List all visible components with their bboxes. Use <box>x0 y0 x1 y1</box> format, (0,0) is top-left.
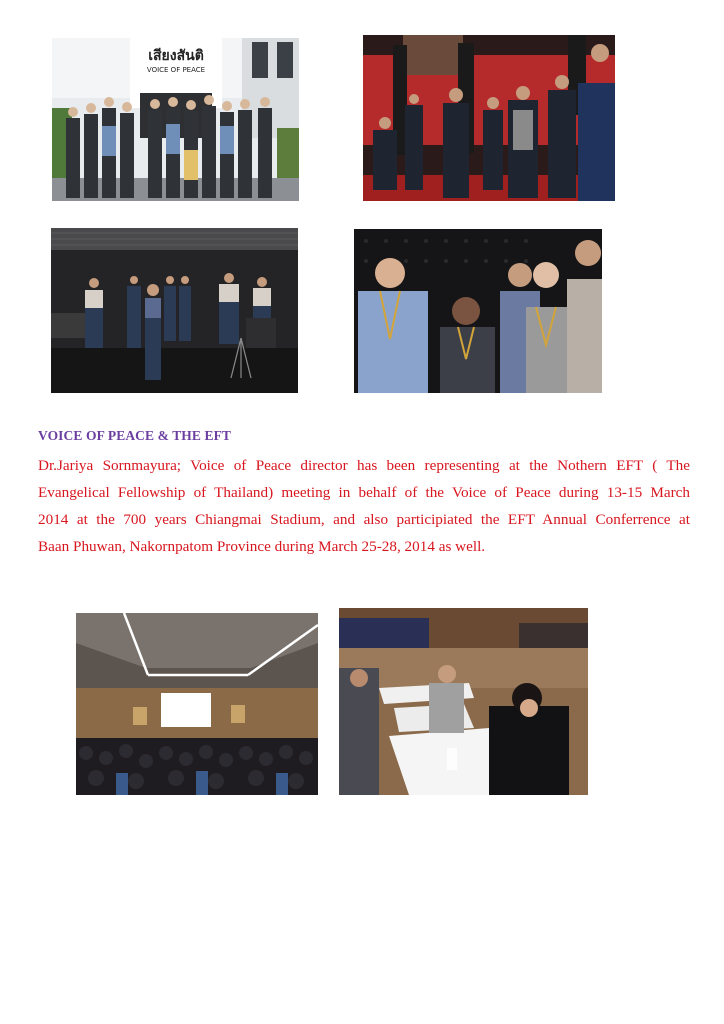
body-line-1: Dr.Jariya Sornmayura; Voice of Peace director has been representing at the Nothern EFT ( The <box>38 457 690 474</box>
photo-group-closeup <box>354 229 602 393</box>
photo-conference-tables <box>339 608 588 795</box>
building-sign-thai: เสียงสันติ <box>148 48 204 64</box>
section-body <box>38 452 690 560</box>
photo-group-voice-of-peace-building <box>52 38 299 201</box>
section-heading: VOICE OF PEACE & THE EFT <box>38 428 232 443</box>
body-line-3: 2014 at the 700 years Chiangmai Stadium, and also participiated the EFT Annual Conferrence at <box>38 511 690 528</box>
building-sign-english: VOICE OF PEACE <box>146 66 206 74</box>
body-line-2: Evangelical Fellowship of Thailand) meeting in behalf of the Voice of Peace during 13-15 March <box>38 484 690 501</box>
photo-studio-visit <box>363 35 615 201</box>
photo-auditorium-meeting <box>76 613 318 795</box>
photo-dark-studio-talk <box>51 228 298 393</box>
body-line-4: Baan Phuwan, Nakornpatom Province during March 25-28, 2014 as well. <box>38 538 486 555</box>
